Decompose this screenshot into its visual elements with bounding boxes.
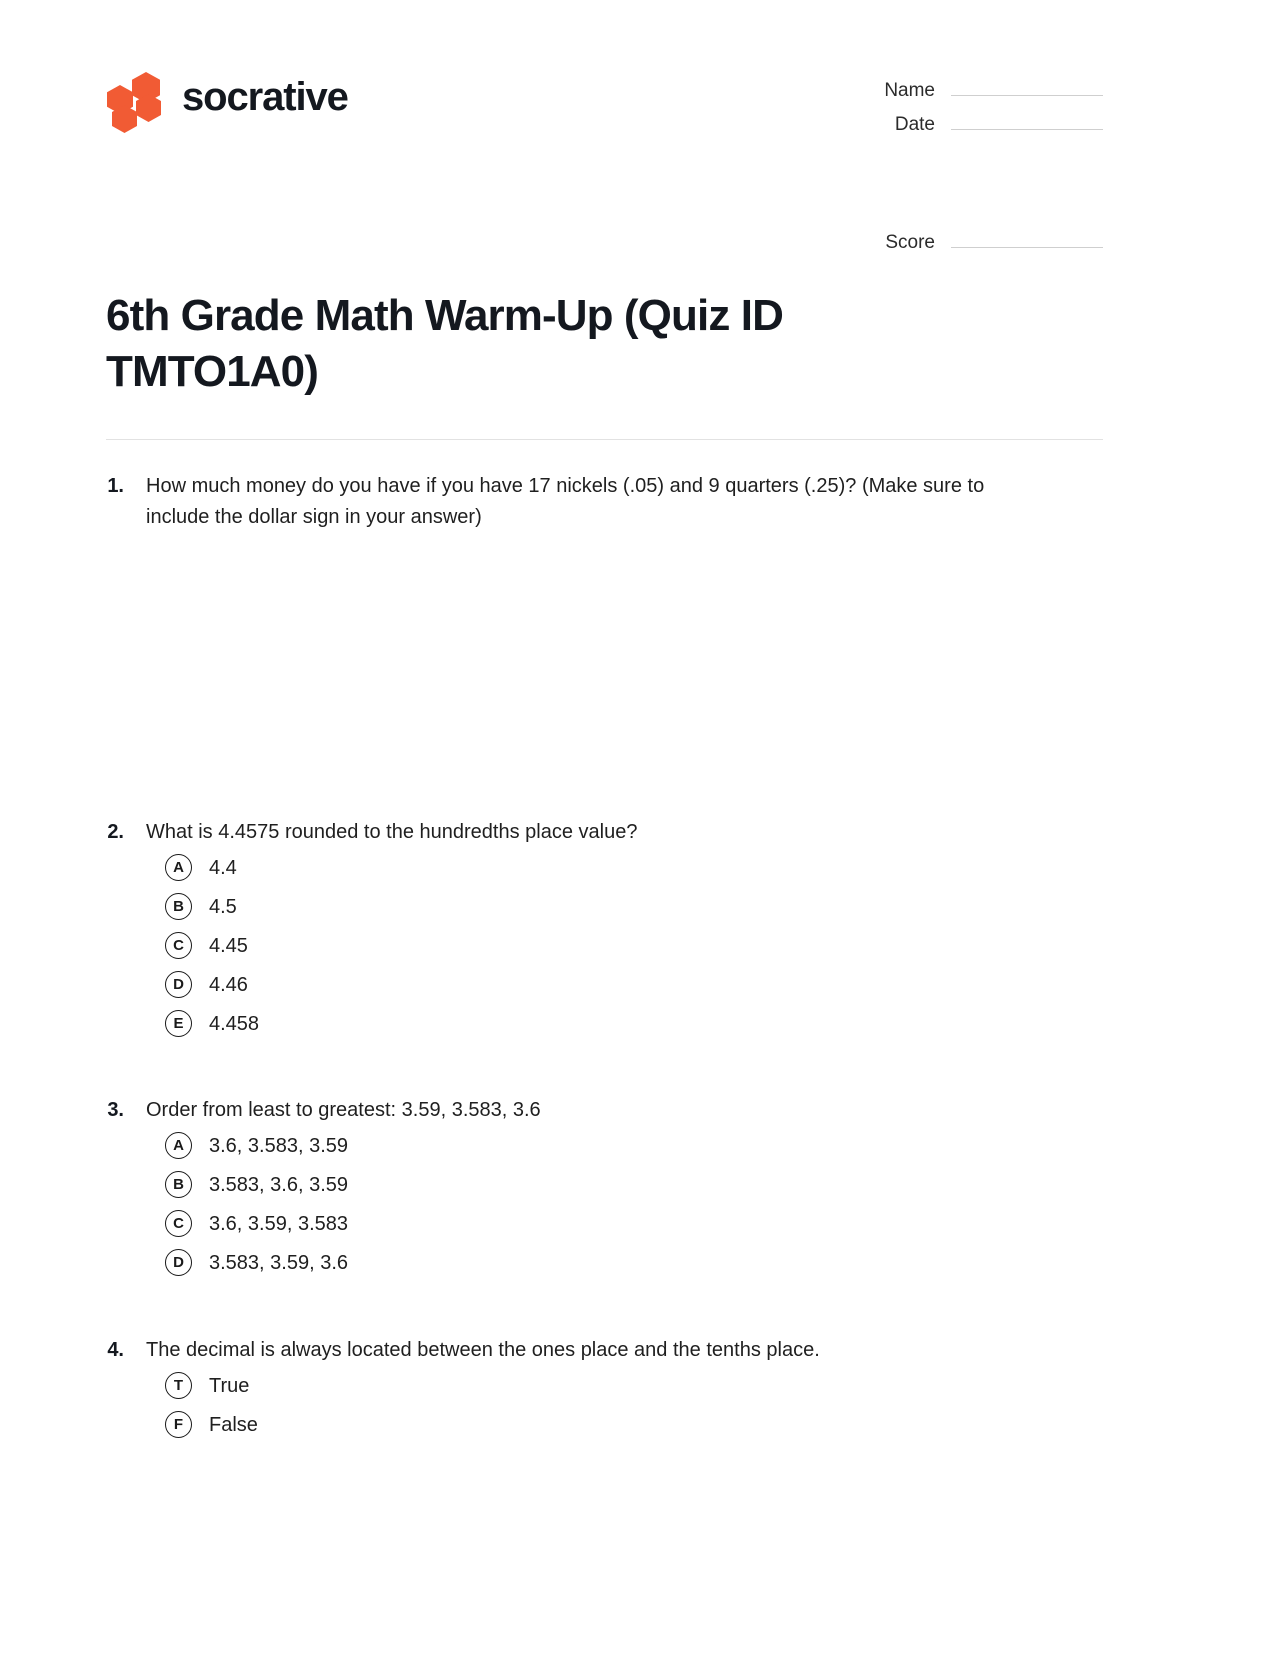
question-header	[106, 471, 1103, 533]
question-header	[106, 1335, 1103, 1366]
date-label: Date	[894, 114, 935, 135]
question-text: The decimal is always located between the ones place and the tenths place.	[146, 1338, 820, 1361]
answer-option[interactable]	[106, 971, 1103, 999]
option-label: 4.458	[209, 1012, 260, 1035]
date-input-line[interactable]	[951, 110, 1103, 130]
option-bubble[interactable]: A	[165, 854, 192, 881]
question-text: Order from least to greatest: 3.59, 3.583, 3.6	[146, 1098, 541, 1121]
option-label: 4.5	[209, 895, 237, 918]
score-field-row	[853, 228, 1103, 254]
title-block	[0, 288, 1275, 401]
option-bubble[interactable]: F	[165, 1411, 192, 1438]
answer-option[interactable]	[106, 932, 1103, 960]
page-header	[0, 0, 1275, 262]
name-label: Name	[884, 80, 935, 101]
question-item	[106, 1095, 1103, 1277]
answer-options	[106, 1372, 1103, 1439]
student-info-fields	[853, 60, 1103, 262]
option-label: 4.46	[209, 973, 248, 996]
date-field-row	[853, 110, 1103, 136]
page-title: 6th Grade Math Warm-Up (Quiz ID TMTO1A0)	[106, 291, 783, 397]
answer-option[interactable]	[106, 1132, 1103, 1160]
answer-option[interactable]	[106, 1249, 1103, 1277]
answer-options	[106, 1132, 1103, 1277]
name-input-line[interactable]	[951, 76, 1103, 96]
option-bubble[interactable]: B	[165, 1171, 192, 1198]
question-header	[106, 817, 1103, 848]
socrative-hexagon-logo-icon	[106, 72, 164, 126]
answer-option[interactable]	[106, 893, 1103, 921]
questions-list	[0, 471, 1275, 1439]
question-item	[106, 1335, 1103, 1439]
option-bubble[interactable]: T	[165, 1372, 192, 1399]
header-divider	[106, 439, 1103, 440]
question-text: How much money do you have if you have 17 nickels (.05) and 9 quarters (.25)? (Make sure to include the dollar sign in your answer)	[146, 474, 985, 528]
option-label: True	[209, 1374, 250, 1397]
question-number: 1.	[107, 474, 124, 497]
option-label: 4.4	[209, 856, 237, 879]
score-input-line[interactable]	[951, 228, 1103, 248]
question-text: What is 4.4575 rounded to the hundredths place value?	[146, 820, 638, 843]
answer-option[interactable]	[106, 1171, 1103, 1199]
answer-options	[106, 854, 1103, 1038]
option-label: 3.583, 3.59, 3.6	[209, 1251, 349, 1274]
option-bubble[interactable]: C	[165, 1210, 192, 1237]
answer-option[interactable]	[106, 1010, 1103, 1038]
question-header	[106, 1095, 1103, 1126]
option-bubble[interactable]: E	[165, 1010, 192, 1037]
question-number: 3.	[107, 1098, 124, 1121]
option-label: 3.6, 3.59, 3.583	[209, 1212, 349, 1235]
answer-option[interactable]	[106, 1372, 1103, 1400]
score-label: Score	[885, 232, 935, 253]
question-number: 2.	[107, 820, 124, 843]
name-field-row	[853, 76, 1103, 102]
brand-name: socrative	[182, 75, 348, 119]
answer-option[interactable]	[106, 854, 1103, 882]
option-label: 3.583, 3.6, 3.59	[209, 1173, 349, 1196]
question-number: 4.	[107, 1338, 124, 1361]
answer-option[interactable]	[106, 1411, 1103, 1439]
question-item	[106, 817, 1103, 1038]
option-bubble[interactable]: D	[165, 971, 192, 998]
option-label: 4.45	[209, 934, 248, 957]
option-bubble[interactable]: A	[165, 1132, 192, 1159]
answer-option[interactable]	[106, 1210, 1103, 1238]
option-bubble[interactable]: B	[165, 893, 192, 920]
option-label: False	[209, 1413, 258, 1436]
option-label: 3.6, 3.583, 3.59	[209, 1134, 349, 1157]
option-bubble[interactable]: C	[165, 932, 192, 959]
question-item	[106, 471, 1103, 533]
option-bubble[interactable]: D	[165, 1249, 192, 1276]
brand-logo	[106, 60, 348, 126]
